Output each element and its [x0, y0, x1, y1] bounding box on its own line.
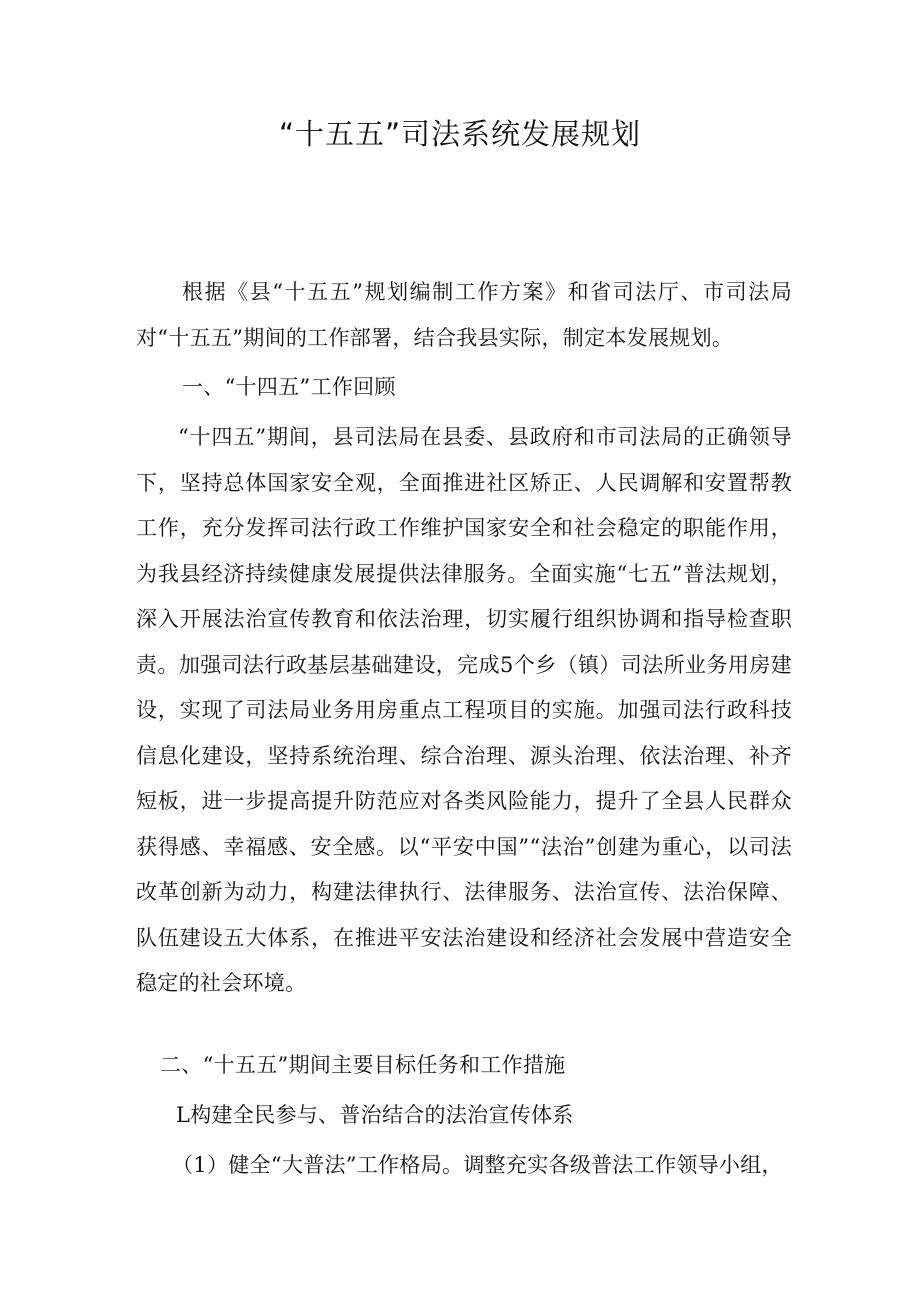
section-heading-review: 一、“十四五”工作回顾 — [182, 375, 396, 399]
section-heading-goals: 二、“十五五”期间主要目标任务和工作措施 — [160, 1053, 566, 1077]
review-paragraph: “十四五”期间，县司法局在县委、县政府和市司法局的正确领导下，坚持总体国家安全观，全面推进社区矫正、人民调解和安置帮教工作，充分发挥司法行政工作维护国家安全和社会稳定的职能作用，为我县经济持续健康发展提供法律服务。全面实施“七五”普法规划，深入开展法治宣传教育和依法治理，切实履行组织协调和指导检查职责。加强司法行政基层基础建设，完成5个乡（镇）司法所业务用房建设，实现了司法局业务用房重点工程项目的实施。加强司法行政科技信息化建设，坚持系统治理、综合治理、源头治理、依法治理、补齐短板，进一步提高提升防范应对各类风险能力，提升了全县人民群众获得感、幸福感、安全感。以“平安中国”“法治”创建为重心，以司法改革创新为动力，构建法律执行、法律服务、法治宣传、法治保障、队伍建设五大体系，在推进平安法治建设和经济社会发展中营造安全稳定的社会环境。 — [136, 425, 792, 995]
item-paragraph: （1）健全“大普法”工作格局。调整充实各级普法工作领导小组， — [172, 1153, 783, 1177]
intro-paragraph: 根据《县“十五五”规划编制工作方案》和省司法厅、市司法局对“十五五”期间的工作部署，结合我县实际，制定本发展规划。 — [136, 280, 792, 350]
document-title: “十五五”司法系统发展规划 — [278, 117, 642, 151]
subsection-heading-legal-publicity: L构建全民参与、普治结合的法治宣传体系 — [176, 1103, 574, 1127]
